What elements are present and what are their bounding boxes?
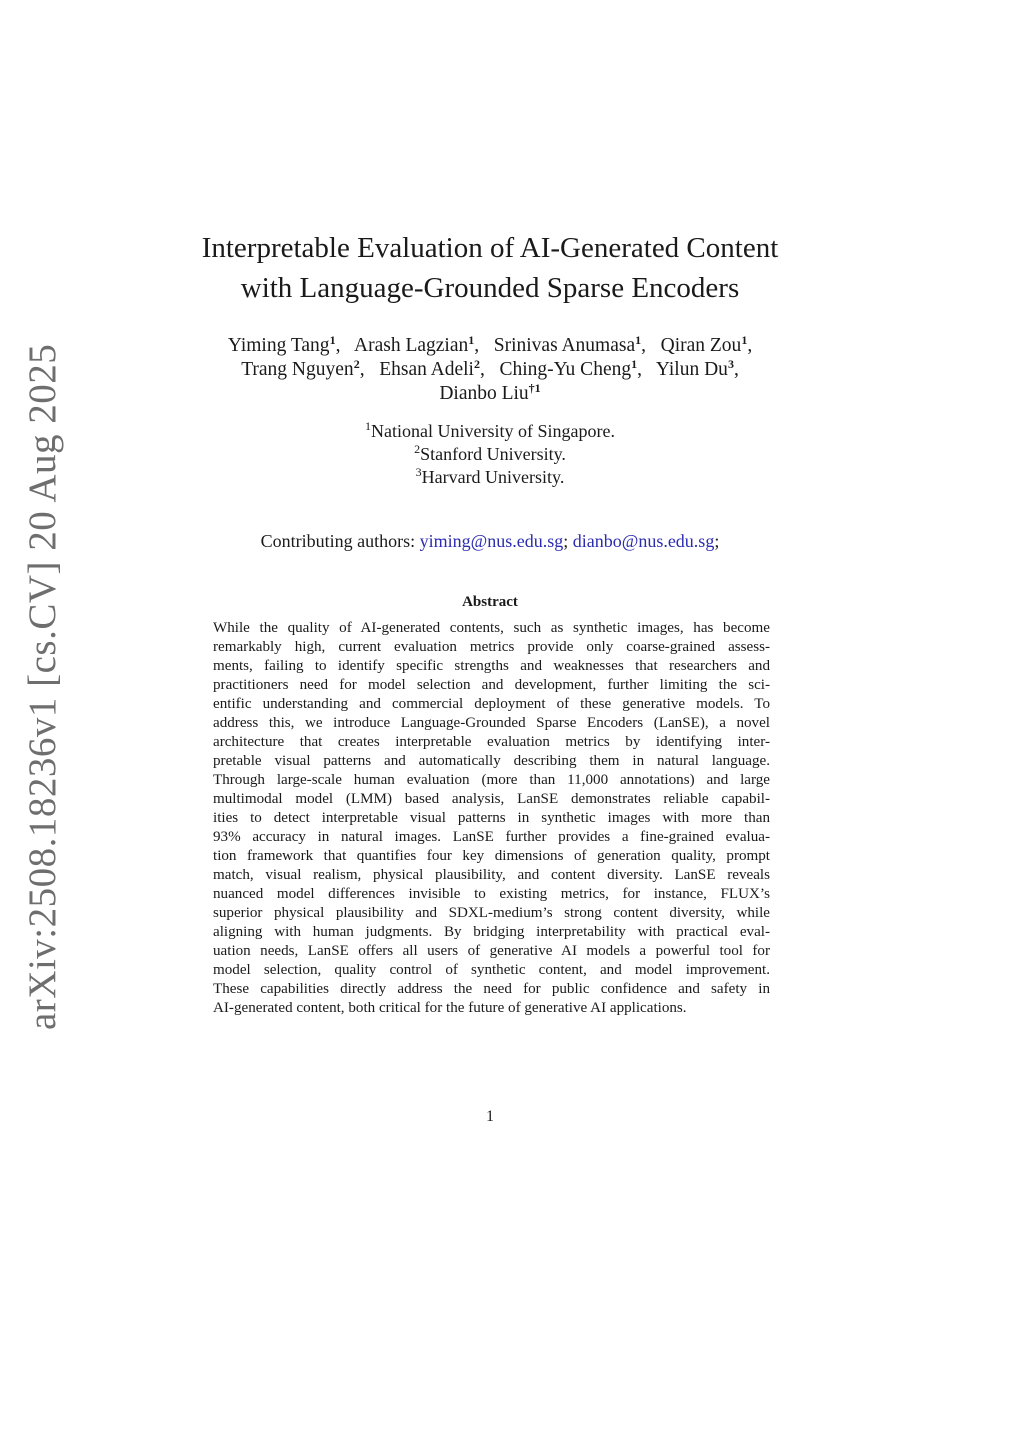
author-affil-mark: 1 xyxy=(631,357,638,371)
abstract-line: ments, failing to identify specific strengths and weaknesses that researchers and xyxy=(213,658,770,674)
abstract-line: address this, we introduce Language-Grounded Sparse Encoders (LanSE), a novel xyxy=(213,715,770,731)
affiliation: $^3$Harvard University. xyxy=(415,465,565,487)
abstract-line: While the quality of AI-generated contents, such as synthetic images, has become xyxy=(213,620,770,636)
paper-title xyxy=(0,228,980,308)
author-name: Dianbo Liu xyxy=(439,383,529,404)
abstract-line: pretable visual patterns and automatically describing them in natural language. xyxy=(213,753,770,769)
abstract-line: match, visual realism, physical plausibility, and content diversity. LanSE reveals xyxy=(213,867,770,883)
author-affil-mark: 1 xyxy=(468,333,475,347)
abstract-line: uation needs, LanSE offers all users of generative AI models a powerful tool for xyxy=(213,943,770,959)
author-line-2: Trang Nguyen$^2$, Ehsan Adeli$^2$, Ching-Yu Cheng$^1$, Yilun Du$^3$, xyxy=(241,357,739,380)
author-affil-mark: 2 xyxy=(353,357,360,371)
abstract-line: entific understanding and commercial deployment of these generative models. To xyxy=(213,696,770,712)
arxiv-side-stamp: arXiv:2508.18236v1 [cs.CV] 20 Aug 2025 xyxy=(21,343,64,1030)
abstract-line: ities to detect interpretable visual patterns in synthetic images with more than xyxy=(213,810,770,826)
abstract-heading: Abstract xyxy=(462,594,518,610)
abstract-line: Through large-scale human evaluation (more than 11,000 annotations) and large xyxy=(213,772,770,788)
abstract-body xyxy=(213,619,770,1018)
author-affil-mark: 1 xyxy=(635,333,642,347)
author-affil-mark: 1 xyxy=(741,333,748,347)
author-line-3 xyxy=(0,382,980,406)
abstract-line: aligning with human judgments. By bridging interpretability with practical eval- xyxy=(213,924,770,940)
author-name: Qiran Zou xyxy=(660,335,742,356)
email-link-dianbo[interactable]: dianbo@nus.edu.sg xyxy=(572,531,715,551)
author-name: Trang Nguyen xyxy=(241,359,354,380)
author-name: Ehsan Adeli xyxy=(379,359,474,380)
author-name: Yilun Du xyxy=(655,359,728,380)
abstract-line: AI-generated content, both critical for the future of generative AI applications. xyxy=(213,1000,687,1016)
author-affil-mark: 2 xyxy=(473,357,480,371)
affiliation: $^2$Stanford University. xyxy=(414,442,566,464)
author-name: Arash Lagzian xyxy=(354,335,469,356)
abstract-line: 93% accuracy in natural images. LanSE further provides a fine-grained evalua- xyxy=(213,829,770,845)
author-name: Ching-Yu Cheng xyxy=(499,359,632,380)
author-affil-mark: 3 xyxy=(727,357,734,371)
abstract-line: multimodal model (LMM) based analysis, LanSE demonstrates reliable capabil- xyxy=(213,791,770,807)
abstract-line: nuanced model differences invisible to existing metrics, for instance, FLUX’s xyxy=(213,886,770,902)
page-number: 1 xyxy=(486,1108,494,1125)
affiliation: $^1$National University of Singapore. xyxy=(365,419,615,441)
author-line-1: Yiming Tang$^1$, Arash Lagzian$^1$, Srinivas Anumasa$^1$, Qiran Zou$^1$, xyxy=(227,333,753,356)
email-link-yiming[interactable]: yiming@nus.edu.sg xyxy=(419,531,564,551)
title-line-2: with Language-Grounded Sparse Encoders xyxy=(240,272,740,304)
author-affil-mark: 1 xyxy=(329,333,336,347)
contributing-authors: Contributing authors: yiming@nus.edu.sg; dianbo@nus.edu.sg; xyxy=(260,531,720,551)
abstract-line: model selection, quality control of synthetic content, and model improvement. xyxy=(213,962,770,978)
abstract-line: remarkably high, current evaluation metrics provide only coarse-grained assess- xyxy=(213,639,770,655)
abstract-line: architecture that creates interpretable evaluation metrics by identifying inter- xyxy=(213,734,770,750)
author-name: Srinivas Anumasa xyxy=(493,335,636,356)
abstract-line: superior physical plausibility and SDXL-medium’s strong content diversity, while xyxy=(213,905,770,921)
author-name: Yiming Tang xyxy=(227,335,330,356)
abstract-line: These capabilities directly address the need for public confidence and safety in xyxy=(213,981,770,997)
author-list xyxy=(0,334,980,406)
affiliation-list xyxy=(0,420,980,489)
abstract-line: tion framework that quantifies four key dimensions of generation quality, prompt xyxy=(213,848,770,864)
author-affil-mark: †1 xyxy=(528,381,541,395)
contributing-label: Contributing authors: xyxy=(260,531,416,551)
title-line-1: Interpretable Evaluation of AI-Generated Content xyxy=(201,232,779,264)
abstract-line: practitioners need for model selection and development, further limiting the sci- xyxy=(213,677,770,693)
